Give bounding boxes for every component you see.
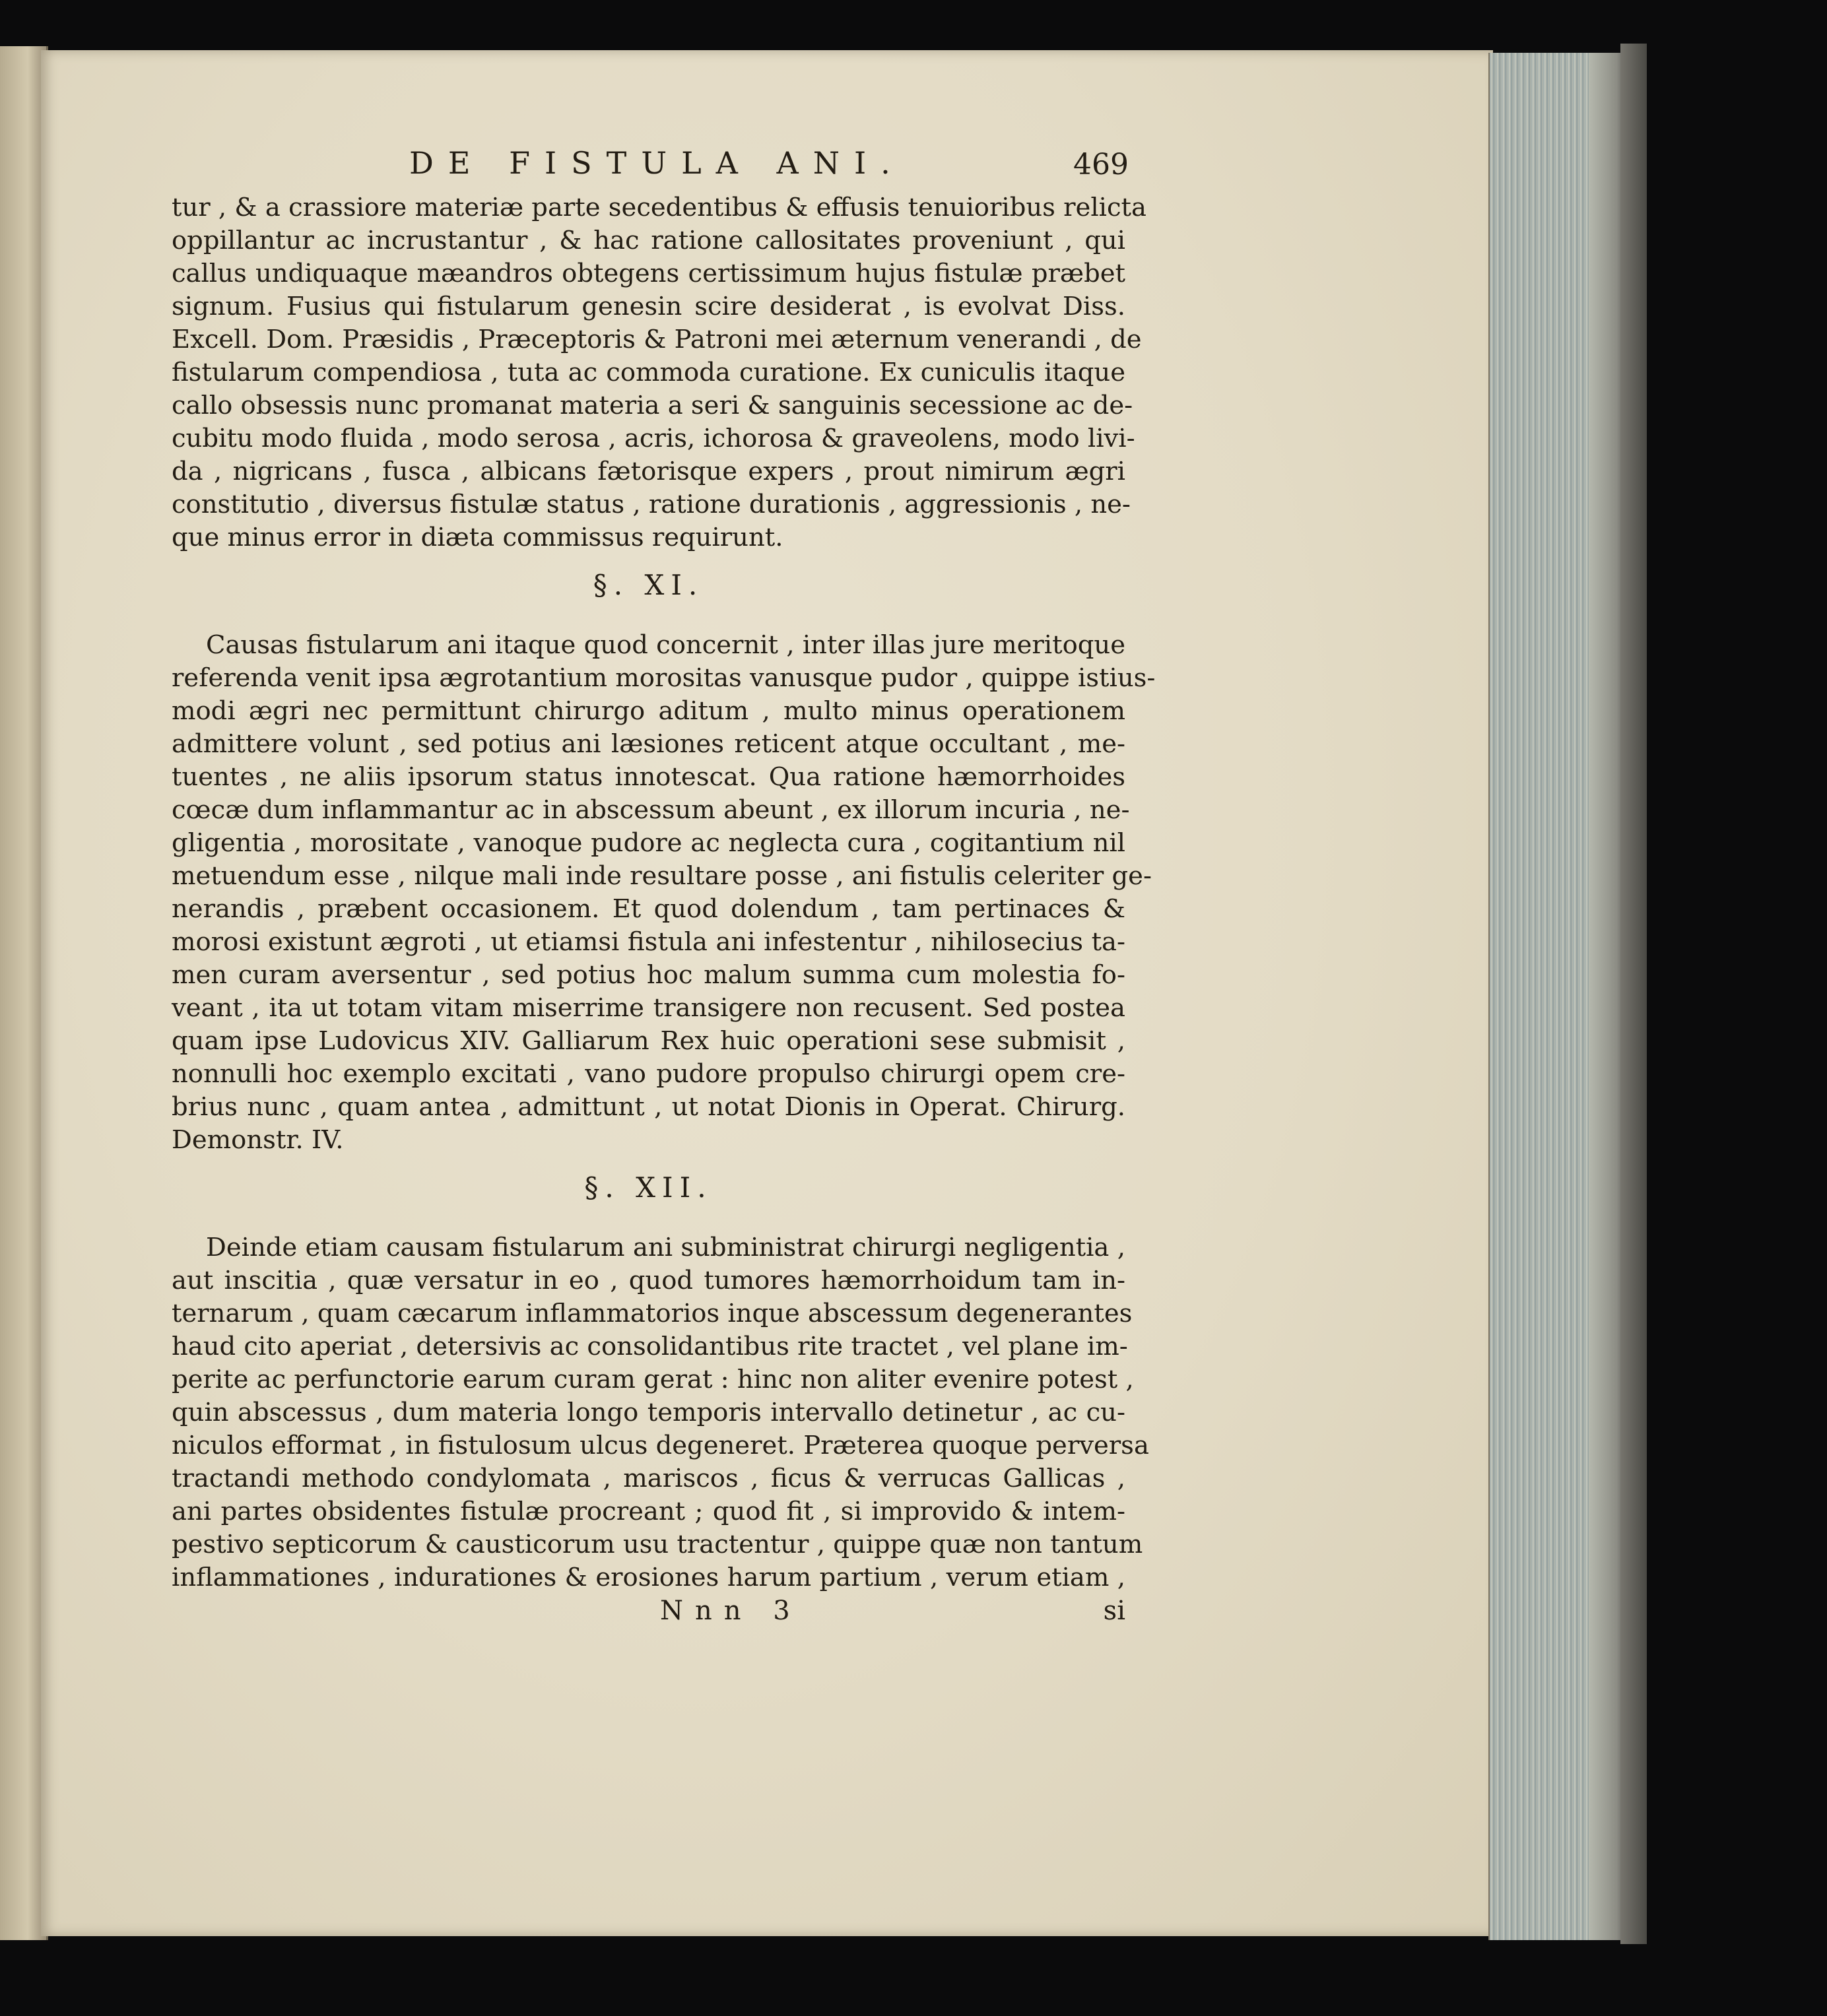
text-line: brius nunc , quam antea , admittunt , ut notat Dionis in Operat. Chirurg. — [172, 1092, 1125, 1122]
text-line: men curam aversentur , sed potius hoc malum summa cum molestia fo- — [172, 960, 1125, 990]
text-line: que minus error in diæta commissus requirunt. — [172, 523, 783, 552]
text-line: cubitu modo fluida , modo serosa , acris, ichorosa & graveolens, modo livi- — [172, 424, 1135, 453]
text-line: nerandis , præbent occasionem. Et quod dolendum , tam pertinaces & — [172, 894, 1125, 924]
text-line: admittere volunt , sed potius ani læsiones reticent atque occultant , me- — [172, 729, 1125, 759]
section-heading-xii: §. XII. — [584, 1171, 713, 1204]
page-footer — [172, 1596, 1125, 1633]
text-line: signum. Fusius qui fistularum genesin scire desiderat , is evolvat Diss. — [172, 292, 1125, 321]
text-line: niculos efformat , in fistulosum ulcus degeneret. Præterea quoque perversa — [172, 1431, 1149, 1460]
text-line: tuentes , ne aliis ipsorum status innotescat. Qua ratione hæmorrhoides — [172, 762, 1125, 792]
text-line: Excell. Dom. Præsidis , Præceptoris & Patroni mei æternum venerandi , de — [172, 325, 1142, 354]
page-text — [172, 145, 1156, 1633]
paragraph-3 — [172, 1231, 1149, 1594]
text-line: constitutio , diversus fistulæ status , ratione durationis , aggressionis , ne- — [172, 490, 1131, 519]
text-line: pestivo septicorum & causticorum usu tractentur , quippe quæ non tantum — [172, 1530, 1143, 1559]
text-line: modi ægri nec permittunt chirurgo aditum , multo minus operationem — [172, 696, 1125, 726]
text-line: da , nigricans , fusca , albicans fætorisque expers , prout nimirum ægri — [172, 457, 1125, 486]
text-line: inflammationes , indurationes & erosiones harum partium , verum etiam , — [172, 1563, 1125, 1592]
text-line: callus undiquaque mæandros obtegens certissimum hujus fistulæ præbet — [172, 259, 1125, 288]
signature-mark: Nnn 3 — [660, 1596, 802, 1626]
text-line: aut inscitia , quæ versatur in eo , quod tumores hæmorrhoidum tam in- — [172, 1266, 1125, 1295]
text-line: metuendum esse , nilque mali inde resultare posse , ani fistulis celeriter ge- — [172, 861, 1152, 891]
running-head — [172, 145, 1129, 191]
text-line: quin abscessus , dum materia longo temporis intervallo detinetur , ac cu- — [172, 1398, 1125, 1427]
text-line: gligentia , morositate , vanoque pudore ac neglecta cura , cogitantium nil — [172, 828, 1125, 858]
text-line: cœcæ dum inflammantur ac in abscessum abeunt , ex illorum incuria , ne- — [172, 795, 1130, 825]
text-line: morosi existunt ægroti , ut etiamsi fistula ani infestentur , nihilosecius ta- — [172, 927, 1125, 957]
text-line: Causas fistularum ani itaque quod concernit , inter illas jure meritoque — [206, 630, 1125, 660]
text-line: callo obsessis nunc promanat materia a seri & sanguinis secessione ac de- — [172, 391, 1133, 420]
section-heading-xi: §. XI. — [593, 569, 704, 601]
text-line: veant , ita ut totam vitam miserrime transigere non recusent. Sed postea — [172, 993, 1125, 1023]
text-line: ternarum , quam cæcarum inflammatorios inque abscessum degenerantes — [172, 1299, 1133, 1328]
catchword: si — [1103, 1596, 1125, 1626]
text-line: Deinde etiam causam fistularum ani subministrat chirurgi negligentia , — [206, 1233, 1125, 1262]
text-line: oppillantur ac incrustantur , & hac ratione callositates proveniunt , qui — [172, 226, 1125, 255]
text-line: tractandi methodo condylomata , mariscos , ficus & verrucas Gallicas , — [172, 1464, 1125, 1493]
text-line: perite ac perfunctorie earum curam gerat : hinc non aliter evenire potest , — [172, 1365, 1134, 1394]
text-line: fistularum compendiosa , tuta ac commoda curatione. Ex cuniculis itaque — [172, 358, 1125, 387]
text-line: referenda venit ipsa ægrotantium morositas vanusque pudor , quippe istius- — [172, 663, 1156, 693]
text-line: quam ipse Ludovicus XIV. Galliarum Rex huic operationi sese submisit , — [172, 1026, 1125, 1056]
paragraph-1 — [172, 191, 1146, 554]
text-line: haud cito aperiat , detersivis ac consolidantibus rite tractet , vel plane im- — [172, 1332, 1128, 1361]
text-line: Demonstr. IV. — [172, 1125, 344, 1155]
page-fore-edge — [1488, 53, 1628, 1940]
page-number: 469 — [1073, 148, 1129, 181]
book-cover-edge — [1620, 44, 1647, 1944]
text-line: tur , & a crassiore materiæ parte secedentibus & effusis tenuioribus relicta — [172, 193, 1146, 222]
text-line: nonnulli hoc exemplo excitati , vano pudore propulso chirurgi opem cre- — [172, 1059, 1125, 1089]
running-head-title: DE FISTULA ANI. — [409, 145, 905, 181]
text-line: ani partes obsidentes fistulæ procreant ; quod fit , si improvido & intem- — [172, 1497, 1125, 1526]
paragraph-2 — [172, 629, 1156, 1157]
